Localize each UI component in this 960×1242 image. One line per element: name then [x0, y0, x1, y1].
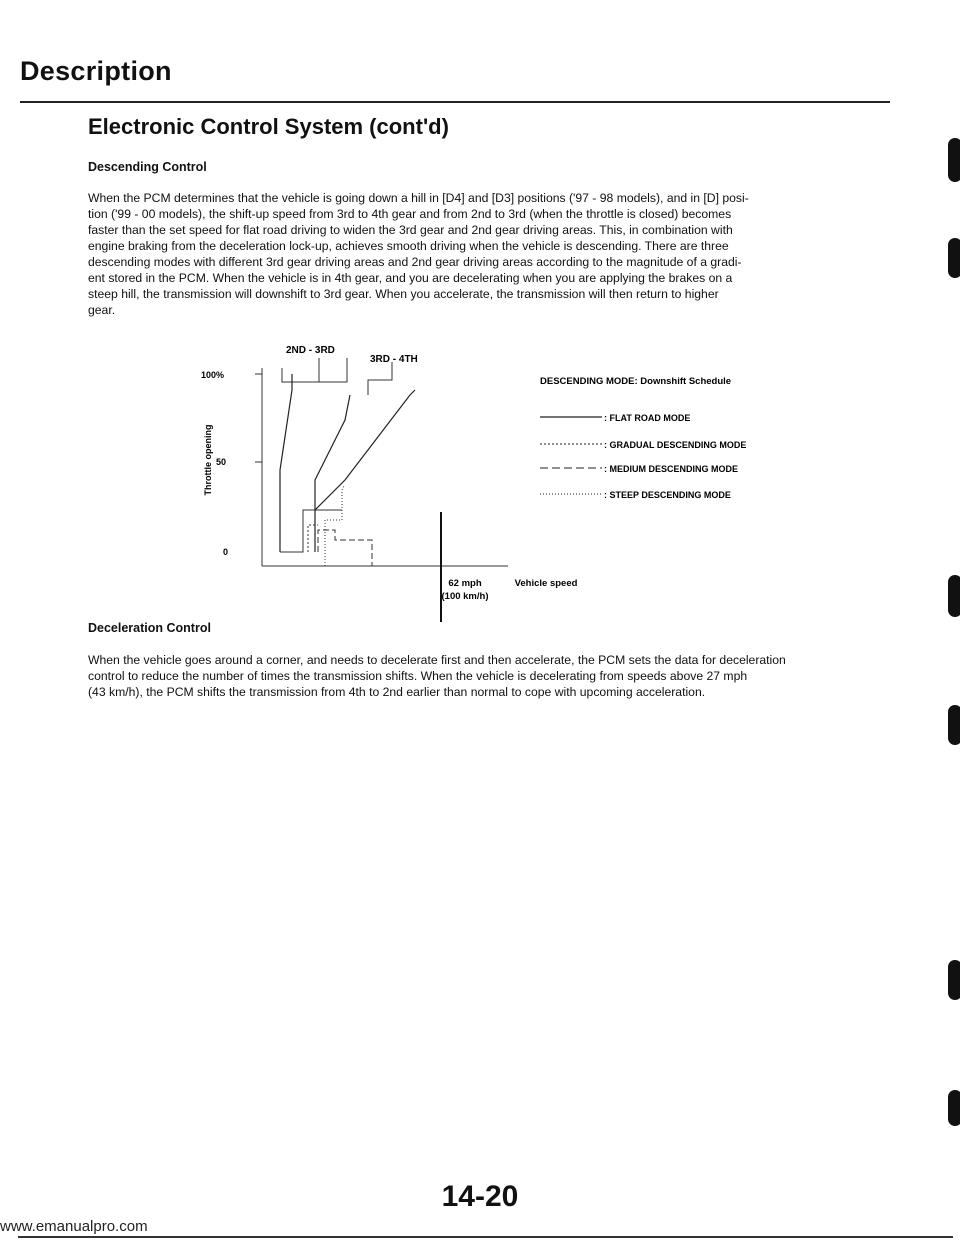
series-gradual-step — [308, 525, 318, 552]
footer-url[interactable]: www.emanualpro.com — [0, 1218, 148, 1235]
bottom-divider — [18, 1236, 953, 1238]
chart-title: DESCENDING MODE: Downshift Schedule — [540, 376, 732, 387]
paragraph-line: gear. — [88, 303, 116, 317]
paragraph-line: faster than the set speed for flat road driving to widen the 3rd gear and 2nd gear driving areas. This, in combination with — [88, 223, 733, 237]
series-flat-3rd-4th — [315, 395, 350, 552]
paragraph-line: When the vehicle goes around a corner, and needs to decelerate first and then accelerate, the PCM sets the data for deceleration — [88, 653, 786, 667]
y-tick-label: 100% — [200, 370, 224, 380]
annotation-2nd-3rd: 2ND - 3RD — [286, 345, 335, 356]
paragraph-line: engine braking from the deceleration lock-up, achieves smooth driving when the vehicle is descending. There are three — [88, 239, 729, 253]
margin-rule — [440, 512, 442, 622]
series-flat-2nd-3rd — [280, 374, 292, 552]
paragraph-line: ent stored in the PCM. When the vehicle is in 4th gear, and you are decelerating when you are applying the brakes on a — [88, 271, 733, 285]
binding-mark — [948, 575, 960, 617]
paragraph-line: descending modes with different 3rd gear driving areas and 2nd gear driving areas according to the magnitude of a gradi- — [88, 255, 742, 269]
legend-label: : GRADUAL DESCENDING MODE — [604, 440, 747, 450]
page-title: Description — [20, 56, 172, 86]
paragraph-line: steep hill, the transmission will downshift to 3rd gear. When you accelerate, the transmission will then return to higher — [88, 287, 719, 301]
binding-mark — [948, 960, 960, 1000]
bracket-2nd-3rd — [282, 358, 319, 382]
binding-mark — [948, 238, 960, 278]
deceleration-paragraph — [88, 652, 876, 700]
downshift-schedule-chart — [0, 0, 960, 620]
paragraph-line: (43 km/h), the PCM shifts the transmission from 4th to 2nd earlier than normal to cope with upcoming acceleration. — [88, 685, 706, 699]
y-axis-label: Throttle opening — [203, 424, 213, 496]
binding-mark — [948, 138, 960, 182]
binding-mark — [948, 705, 960, 745]
paragraph-line: tion ('99 - 00 models), the shift-up speed from 3rd to 4th gear and from 2nd to 3rd (when the throttle is closed) becomes — [88, 207, 732, 221]
legend-label: : STEEP DESCENDING MODE — [604, 490, 731, 500]
paragraph-line: control to reduce the number of times the transmission shifts. When the vehicle is decelerating from speeds above 27 mph — [88, 669, 748, 683]
series-flat-step — [280, 510, 342, 552]
section-title: Electronic Control System (cont'd) — [88, 114, 449, 139]
legend-label: : MEDIUM DESCENDING MODE — [604, 464, 739, 474]
bracket-3rd-4th — [368, 362, 392, 395]
paragraph-line: When the PCM determines that the vehicle is going down a hill in [D4] and [D3] positions ('97 - 98 models), and in [D] posi- — [88, 191, 749, 205]
y-tick-label: 50 — [215, 457, 226, 467]
annotation-3rd-4th: 3RD - 4TH — [370, 354, 418, 365]
series-steep-step — [325, 486, 344, 566]
series-medium-step — [318, 530, 372, 566]
page-number: 14-20 — [441, 1180, 519, 1213]
x-axis-label: Vehicle speed — [514, 578, 578, 589]
x-tick-label: 62 mph — [448, 578, 482, 589]
descending-heading: Descending Control — [88, 160, 207, 174]
y-tick-label: 0 — [222, 547, 228, 557]
deceleration-heading: Deceleration Control — [88, 621, 211, 635]
binding-mark — [948, 1090, 960, 1126]
bracket-link — [319, 358, 347, 382]
x-tick-label-metric: (100 km/h) — [441, 591, 489, 602]
legend-label: : FLAT ROAD MODE — [604, 413, 691, 423]
